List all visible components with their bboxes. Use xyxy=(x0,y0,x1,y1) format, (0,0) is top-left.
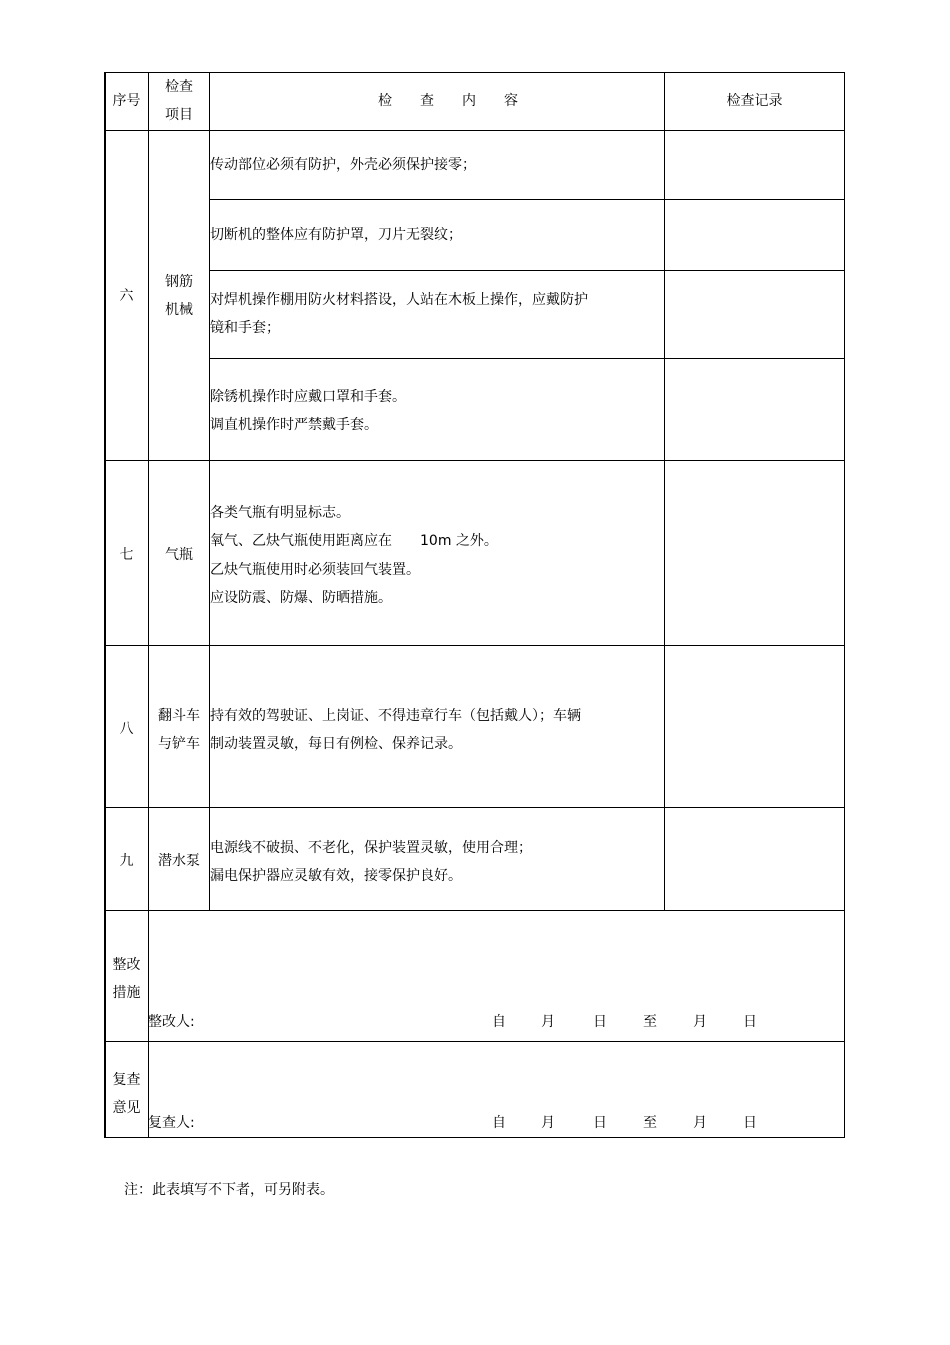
review-date-day: 日 xyxy=(593,1115,607,1131)
review-person: 复查人: xyxy=(148,1115,195,1131)
rectify-label-line1: 整改 xyxy=(112,957,141,973)
section-name-line2: 机械 xyxy=(165,302,193,318)
rectify-date-day: 日 xyxy=(743,1014,757,1030)
section-name-line1: 潜水泵 xyxy=(158,853,200,869)
check-content-line: 持有效的驾驶证、上岗证、不得违章行车（包括戴人）；车辆 xyxy=(210,708,581,724)
header-item-line1: 检查 xyxy=(165,79,193,95)
check-content-line: 应设防震、防爆、防晒措施。 xyxy=(210,590,392,606)
table-col-divider xyxy=(148,72,149,910)
review-label-line1: 复查 xyxy=(112,1072,141,1088)
section-number: 八 xyxy=(119,721,134,737)
section-name-line1: 气瓶 xyxy=(165,547,193,563)
rectify-date-to: 至 xyxy=(643,1014,657,1030)
section-number: 九 xyxy=(119,853,134,869)
rectify-date-month: 月 xyxy=(541,1014,555,1030)
table-row-divider xyxy=(105,645,845,646)
section-name-line2: 与铲车 xyxy=(158,736,200,752)
table-border-top xyxy=(105,72,845,73)
header-content: 检 查 内 容 xyxy=(378,93,518,109)
check-content-line: 镜和手套； xyxy=(210,320,280,336)
check-content-line: 制动装置灵敏，每日有例检、保养记录。 xyxy=(210,736,462,752)
check-content-line: 切断机的整体应有防护罩，刀片无裂纹； xyxy=(210,227,462,243)
review-date-from: 自 xyxy=(492,1115,506,1131)
header-item-line2: 项目 xyxy=(165,107,193,123)
table-row-divider xyxy=(210,358,845,359)
rectify-person: 整改人: xyxy=(148,1014,195,1030)
rectify-date-from: 自 xyxy=(492,1014,506,1030)
review-date-to: 至 xyxy=(643,1115,657,1131)
check-content-line: 乙炔气瓶使用时必须装回气装置。 xyxy=(210,562,420,578)
check-content-line: 氧气、乙炔气瓶使用距离应在 10m 之外。 xyxy=(210,533,498,549)
footnote: 注：此表填写不下者，可另附表。 xyxy=(124,1182,334,1198)
table-row-divider xyxy=(105,460,845,461)
rectify-date-day: 日 xyxy=(593,1014,607,1030)
table-row-divider xyxy=(105,1041,845,1042)
table-border-right xyxy=(844,72,845,1138)
review-date-month: 月 xyxy=(541,1115,555,1131)
table-row-divider xyxy=(105,910,845,911)
header-seq: 序号 xyxy=(112,93,141,109)
check-content-line: 除锈机操作时应戴口罩和手套。 xyxy=(210,389,406,405)
check-content-line: 传动部位必须有防护，外壳必须保护接零； xyxy=(210,157,476,173)
table-row-divider xyxy=(210,199,845,200)
check-content-line: 各类气瓶有明显标志。 xyxy=(210,505,350,521)
check-content-line: 电源线不破损、不老化，保护装置灵敏，使用合理； xyxy=(210,840,532,856)
table-border-bottom xyxy=(105,1137,845,1138)
header-record: 检查记录 xyxy=(726,93,783,109)
section-name-line1: 钢筋 xyxy=(165,274,193,290)
section-name-line1: 翻斗车 xyxy=(158,708,200,724)
check-content-line: 对焊机操作棚用防火材料搭设，人站在木板上操作，应戴防护 xyxy=(210,292,588,308)
review-date-month: 月 xyxy=(693,1115,707,1131)
rectify-date-month: 月 xyxy=(693,1014,707,1030)
section-number: 七 xyxy=(119,547,134,563)
section-number: 六 xyxy=(119,288,134,304)
table-col-divider xyxy=(209,72,210,910)
table-row-divider xyxy=(105,130,845,131)
table-col-divider xyxy=(664,72,665,910)
review-date-day: 日 xyxy=(743,1115,757,1131)
check-content-line: 调直机操作时严禁戴手套。 xyxy=(210,417,378,433)
check-content-line: 漏电保护器应灵敏有效，接零保护良好。 xyxy=(210,868,462,884)
table-row-divider xyxy=(210,270,845,271)
review-label-line2: 意见 xyxy=(112,1100,141,1116)
rectify-label-line2: 措施 xyxy=(112,985,141,1001)
table-row-divider xyxy=(105,807,845,808)
